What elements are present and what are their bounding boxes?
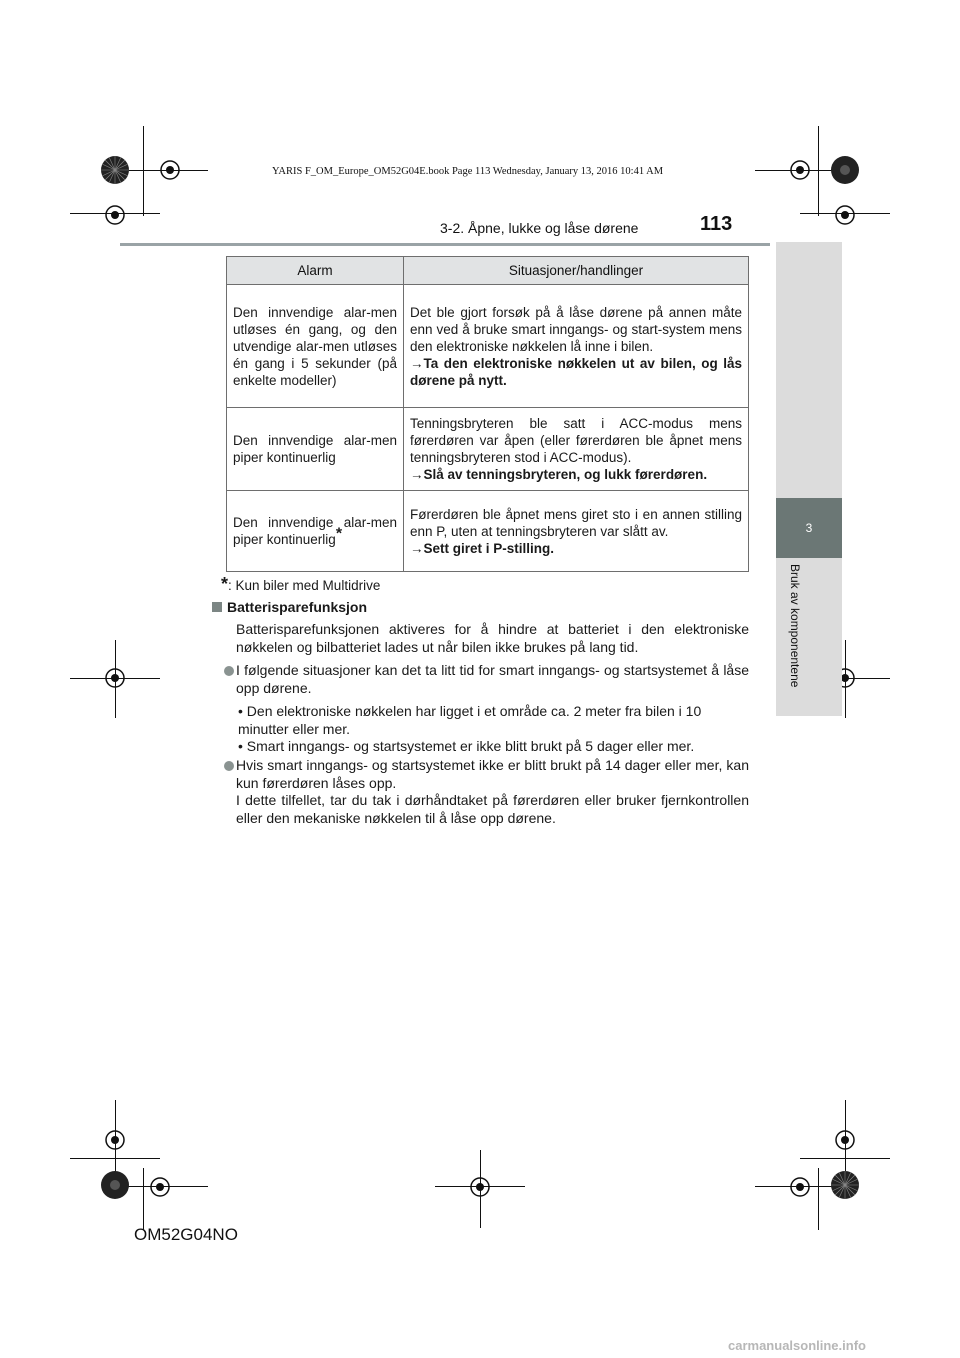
registration-target-icon: [460, 1167, 500, 1207]
situation-text: Førerdøren ble åpnet mens giret sto i en annen stilling enn P, uten at tenningsbryteren var slått av.: [410, 506, 742, 539]
starburst-mark-icon: [100, 155, 130, 185]
registration-target-icon: [95, 658, 135, 698]
situation-text: Tenningsbryteren ble satt i ACC-modus mens førerdøren var åpen (eller førerdøren ble åpnet mens tenningsbryteren stod i ACC-modus).: [410, 416, 742, 465]
table-row: [227, 491, 749, 572]
book-info-line: YARIS F_OM_Europe_OM52G04E.book Page 113 Wednesday, January 13, 2016 10:41 AM: [272, 166, 664, 177]
document-id: OM52G04NO: [134, 1225, 238, 1244]
alarm-cell: Den innvendige alar-men utløses én gang, og den utvendige alar-men utløses én gang i 5 sekunder (på enkelte modeller): [227, 285, 404, 408]
registration-target-icon: [780, 150, 820, 190]
footnote: *: Kun biler med Multidrive: [221, 574, 381, 594]
action-text: →Ta den elektroniske nøkkelen ut av bilen, og lås dørene på nytt.: [410, 355, 742, 388]
page-number: 113: [700, 213, 733, 235]
action-text: →Sett giret i P-stilling.: [410, 540, 555, 556]
starburst-mark-icon: [830, 155, 860, 185]
arrow-icon: →: [410, 540, 424, 556]
alarm-cell: Den innvendige alar-men piper kontinuerlig*: [227, 491, 404, 572]
section-heading: Batterisparefunksjon: [212, 599, 367, 615]
column-header-situation: Situasjoner/handlinger: [404, 257, 749, 285]
bullet-item: Hvis smart inngangs- og startsystemet ikke er blitt brukt på 14 dager eller mer, kan kun førerdøren låses opp. I dette tilfellet, tar du tak i dørhåndtaket på førerdøren eller bruker fjernkontrollen eller den mekaniske nøkkelen til å låse opp dørene.: [236, 757, 749, 827]
situation-cell: [404, 408, 749, 491]
registration-target-icon: [780, 1167, 820, 1207]
starburst-mark-icon: [100, 1170, 130, 1200]
registration-target-icon: [150, 150, 190, 190]
chapter-number: 3: [805, 521, 813, 535]
footnote-mark: *: [335, 525, 343, 543]
arrow-icon: →: [410, 467, 424, 482]
bullet-item: I følgende situasjoner kan det ta litt tid for smart inngangs- og startsystemet å låse opp dørene.: [236, 662, 749, 697]
sub-item: • Smart inngangs- og startsystemet er ikke blitt brukt på 5 dager eller mer.: [238, 738, 695, 754]
registration-target-icon: [825, 195, 865, 235]
registration-target-icon: [95, 1120, 135, 1160]
table-header-row: [227, 257, 749, 285]
header-rule: [120, 243, 770, 246]
table-row: [227, 285, 749, 408]
arrow-icon: →: [410, 355, 424, 371]
section-title: 3-2. Åpne, lukke og låse dørene: [440, 220, 639, 236]
starburst-mark-icon: [830, 1170, 860, 1200]
table-row: [227, 408, 749, 491]
alarm-table: [226, 256, 749, 572]
situation-text: Det ble gjort forsøk på å låse dørene på annen måte enn ved å bruke smart inngangs- og start-system mens den elektroniske nøkkelen lå inne i bilen.: [410, 304, 742, 354]
square-bullet-icon: [212, 602, 222, 612]
registration-target-icon: [825, 1120, 865, 1160]
chapter-title: Bruk av komponentene: [788, 564, 802, 688]
situation-cell: [404, 285, 749, 408]
watermark: carmanualsonline.info: [728, 1338, 866, 1353]
situation-cell: [404, 491, 749, 572]
circle-bullet-icon: [224, 666, 234, 676]
sub-item: • Den elektroniske nøkkelen har ligget i et område ca. 2 meter fra bilen i 10 minutter eller mer.: [238, 703, 702, 737]
registration-target-icon: [95, 195, 135, 235]
footnote-mark: *: [221, 574, 229, 594]
action-text: →Slå av tenningsbryteren, og lukk førerdøren.: [410, 467, 708, 482]
alarm-cell: Den innvendige alar-men piper kontinuerlig: [227, 408, 404, 491]
circle-bullet-icon: [224, 761, 234, 771]
registration-target-icon: [140, 1167, 180, 1207]
intro-paragraph: Batterisparefunksjonen aktiveres for å hindre at batteriet i den elektroniske nøkkelen og bilbatteriet lades ut når bilen ikke brukes på lang tid.: [236, 621, 749, 655]
column-header-alarm: Alarm: [227, 257, 404, 285]
